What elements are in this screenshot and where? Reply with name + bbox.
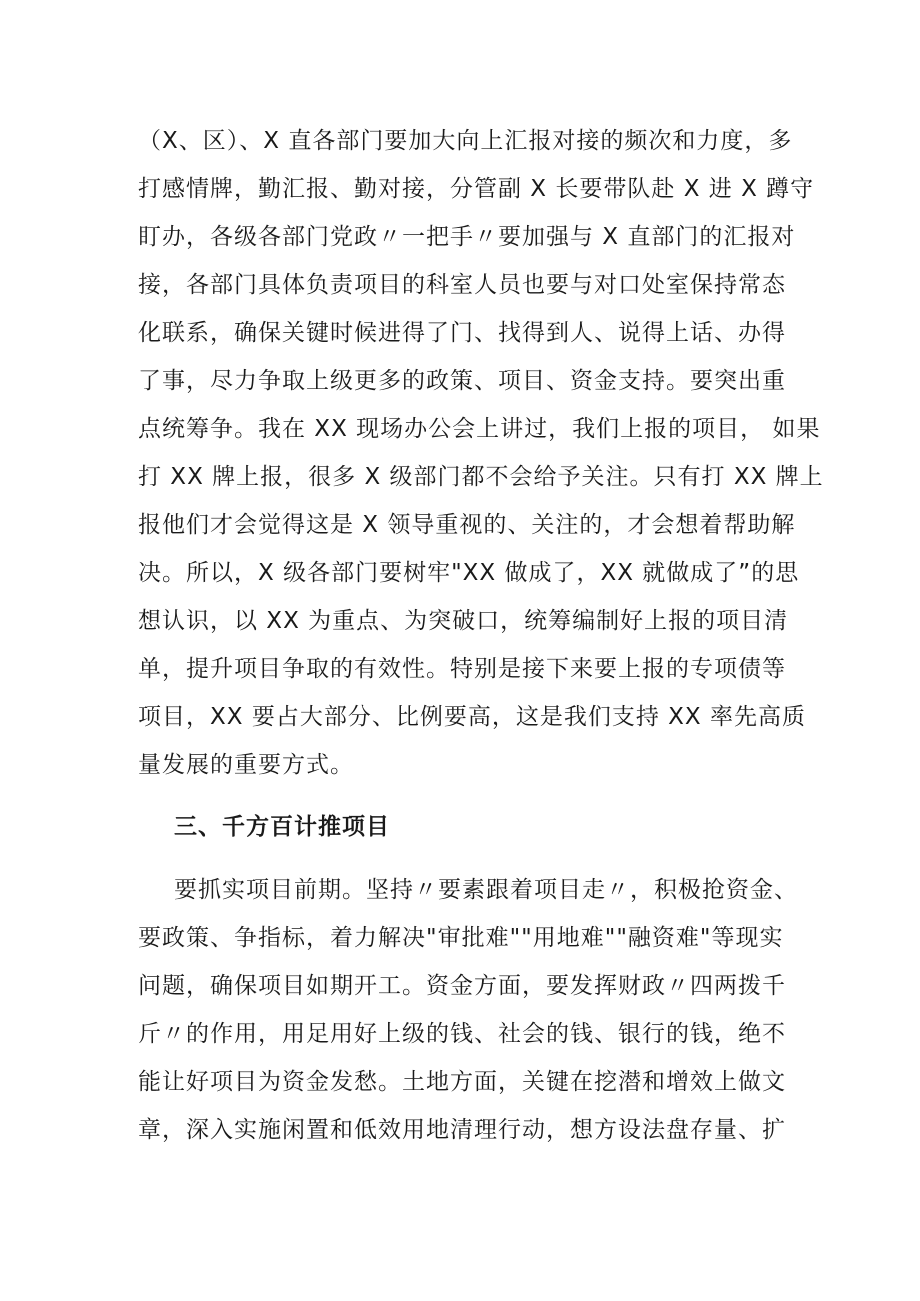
text-line: 报他们才会觉得这是 X 领导重视的、关注的，才会想着帮助解: [138, 512, 796, 538]
text-line: 要政策、争指标，着力解决"审批难""用地难""融资难"等现实: [138, 925, 784, 951]
text-line: （X、区）、X 直各部门要加大向上汇报对接的频次和力度，多: [138, 128, 793, 154]
text-line: 打 XX 牌上报，很多 X 级部门都不会给予关注。只有打 XX 牌上: [138, 464, 824, 490]
text-line: 问题，确保项目如期开工。资金方面，要发挥财政〃四两拨千: [138, 973, 786, 999]
text-line: 打感情牌，勤汇报、勤对接，分管副 X 长要带队赴 X 进 X 蹲守: [138, 176, 815, 202]
text-line: 要抓实项目前期。坚持〃要素跟着项目走〃，积极抢资金、: [174, 877, 798, 903]
text-line: 接，各部门具体负责项目的科室人员也要与对口处室保持常态: [138, 272, 786, 298]
text-line: 化联系，确保关键时候进得了门、找得到人、说得上话、办得: [138, 320, 786, 346]
text-line: 想认识，以 XX 为重点、为突破口，统筹编制好上报的项目清: [138, 608, 789, 634]
text-line: 能让好项目为资金发愁。土地方面，关键在挖潜和增效上做文: [138, 1069, 786, 1095]
text-line: 斤〃的作用，用足用好上级的钱、社会的钱、银行的钱，绝不: [138, 1021, 786, 1047]
section-heading: 三、千方百计推项目: [174, 814, 390, 840]
text-line: 量发展的重要方式。: [138, 752, 354, 778]
text-line: 盯办，各级各部门党政〃一把手〃要加强与 X 直部门的汇报对: [138, 224, 796, 250]
text-line: 点统筹争。我在 XX 现场办公会上讲过，我们上报的项目， 如果: [138, 416, 821, 442]
text-line: 项目，XX 要占大部分、比例要高，这是我们支持 XX 率先高质: [138, 704, 806, 730]
text-line: 决。所以，X 级各部门要树牢"XX 做成了，XX 就做成了”的思: [138, 560, 800, 586]
text-line: 章，深入实施闲置和低效用地清理行动，想方设法盘存量、扩: [138, 1117, 786, 1143]
text-line: 单，提升项目争取的有效性。特别是接下来要上报的专项债等: [138, 656, 786, 682]
text-line: 了事，尽力争取上级更多的政策、项目、资金支持。要突出重: [138, 368, 786, 394]
